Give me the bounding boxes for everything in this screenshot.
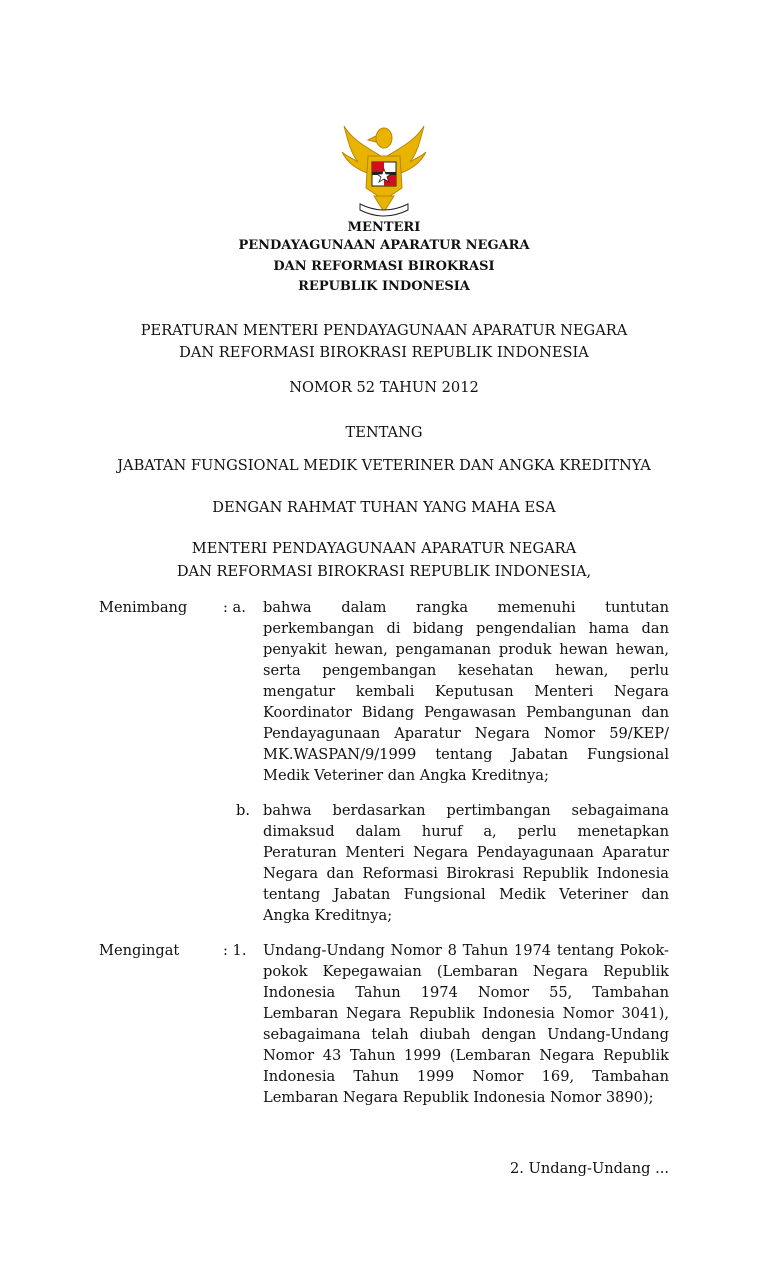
text-line: Pendayagunaan Aparatur Negara Nomor 59/KEP/ xyxy=(263,725,669,742)
tentang-label: TENTANG xyxy=(345,424,423,441)
text-line: mengatur kembali Keputusan Menteri Negara xyxy=(263,683,669,700)
header-country: REPUBLIK INDONESIA xyxy=(298,279,470,294)
text-line: serta pengembangan kesehatan hewan, perlu xyxy=(263,662,669,679)
text-line: penyakit hewan, pengamanan produk hewan hewan, xyxy=(263,641,669,658)
menimbang-b-text xyxy=(263,800,669,926)
header-ministry-2: DAN REFORMASI BIROKRASI xyxy=(273,259,495,274)
menimbang-a-text xyxy=(263,597,669,786)
text-line: Undang-Undang Nomor 8 Tahun 1974 tentang Pokok- xyxy=(263,942,669,959)
text-line: tentang Jabatan Fungsional Medik Veteriner dan xyxy=(263,886,669,903)
text-line: perkembangan di bidang pengendalian hama dan xyxy=(263,620,669,637)
header-ministry: PENDAYAGUNAAN APARATUR NEGARA xyxy=(238,238,530,253)
text-line: bahwa berdasarkan pertimbangan sebagaimana xyxy=(263,802,669,819)
preamble-menteri-1: MENTERI PENDAYAGUNAAN APARATUR NEGARA xyxy=(191,540,577,557)
text-line: Lembaran Negara Republik Indonesia Nomor 3041), xyxy=(263,1005,669,1022)
text-line: sebagaimana telah diubah dengan Undang-Undang xyxy=(263,1026,669,1043)
mengingat-1-text xyxy=(263,940,669,1108)
garuda-pancasila-emblem-icon xyxy=(338,118,430,218)
regulation-title-1: PERATURAN MENTERI PENDAYAGUNAAN APARATUR NEGARA xyxy=(140,322,628,339)
menimbang-b-marker: b. xyxy=(236,802,250,819)
text-line: Indonesia Tahun 1999 Nomor 169, Tambahan xyxy=(263,1068,669,1085)
regulation-number: NOMOR 52 TAHUN 2012 xyxy=(289,379,479,396)
mengingat-label: Mengingat xyxy=(99,942,180,959)
text-line: Lembaran Negara Republik Indonesia Nomor 3890); xyxy=(263,1089,654,1106)
regulation-subject: JABATAN FUNGSIONAL MEDIK VETERINER DAN ANGKA KREDITNYA xyxy=(117,457,651,474)
regulation-title-2: DAN REFORMASI BIROKRASI REPUBLIK INDONESIA xyxy=(179,344,589,361)
text-line: bahwa dalam rangka memenuhi tuntutan xyxy=(263,599,669,616)
page-continuation: 2. Undang-Undang ... xyxy=(509,1160,669,1177)
preamble-menteri-2: DAN REFORMASI BIROKRASI REPUBLIK INDONESIA, xyxy=(176,563,592,580)
text-line: Nomor 43 Tahun 1999 (Lembaran Negara Republik xyxy=(263,1047,669,1064)
text-line: MK.WASPAN/9/1999 tentang Jabatan Fungsional xyxy=(263,746,669,763)
text-line: Angka Kreditnya; xyxy=(263,907,393,924)
text-line: Koordinator Bidang Pengawasan Pembangunan dan xyxy=(263,704,669,721)
text-line: Peraturan Menteri Negara Pendayagunaan Aparatur xyxy=(263,844,669,861)
text-line: pokok Kepegawaian (Lembaran Negara Republik xyxy=(263,963,669,980)
text-line: dimaksud dalam huruf a, perlu menetapkan xyxy=(263,823,669,840)
text-line: Medik Veteriner dan Angka Kreditnya; xyxy=(263,767,549,784)
header-menteri: MENTERI xyxy=(347,220,421,235)
preamble-rahmat: DENGAN RAHMAT TUHAN YANG MAHA ESA xyxy=(212,499,556,516)
text-line: Negara dan Reformasi Birokrasi Republik Indonesia xyxy=(263,865,669,882)
menimbang-label: Menimbang xyxy=(99,599,188,616)
mengingat-1-marker: : 1. xyxy=(223,942,247,959)
menimbang-a-marker: : a. xyxy=(223,599,246,616)
text-line: Indonesia Tahun 1974 Nomor 55, Tambahan xyxy=(263,984,669,1001)
